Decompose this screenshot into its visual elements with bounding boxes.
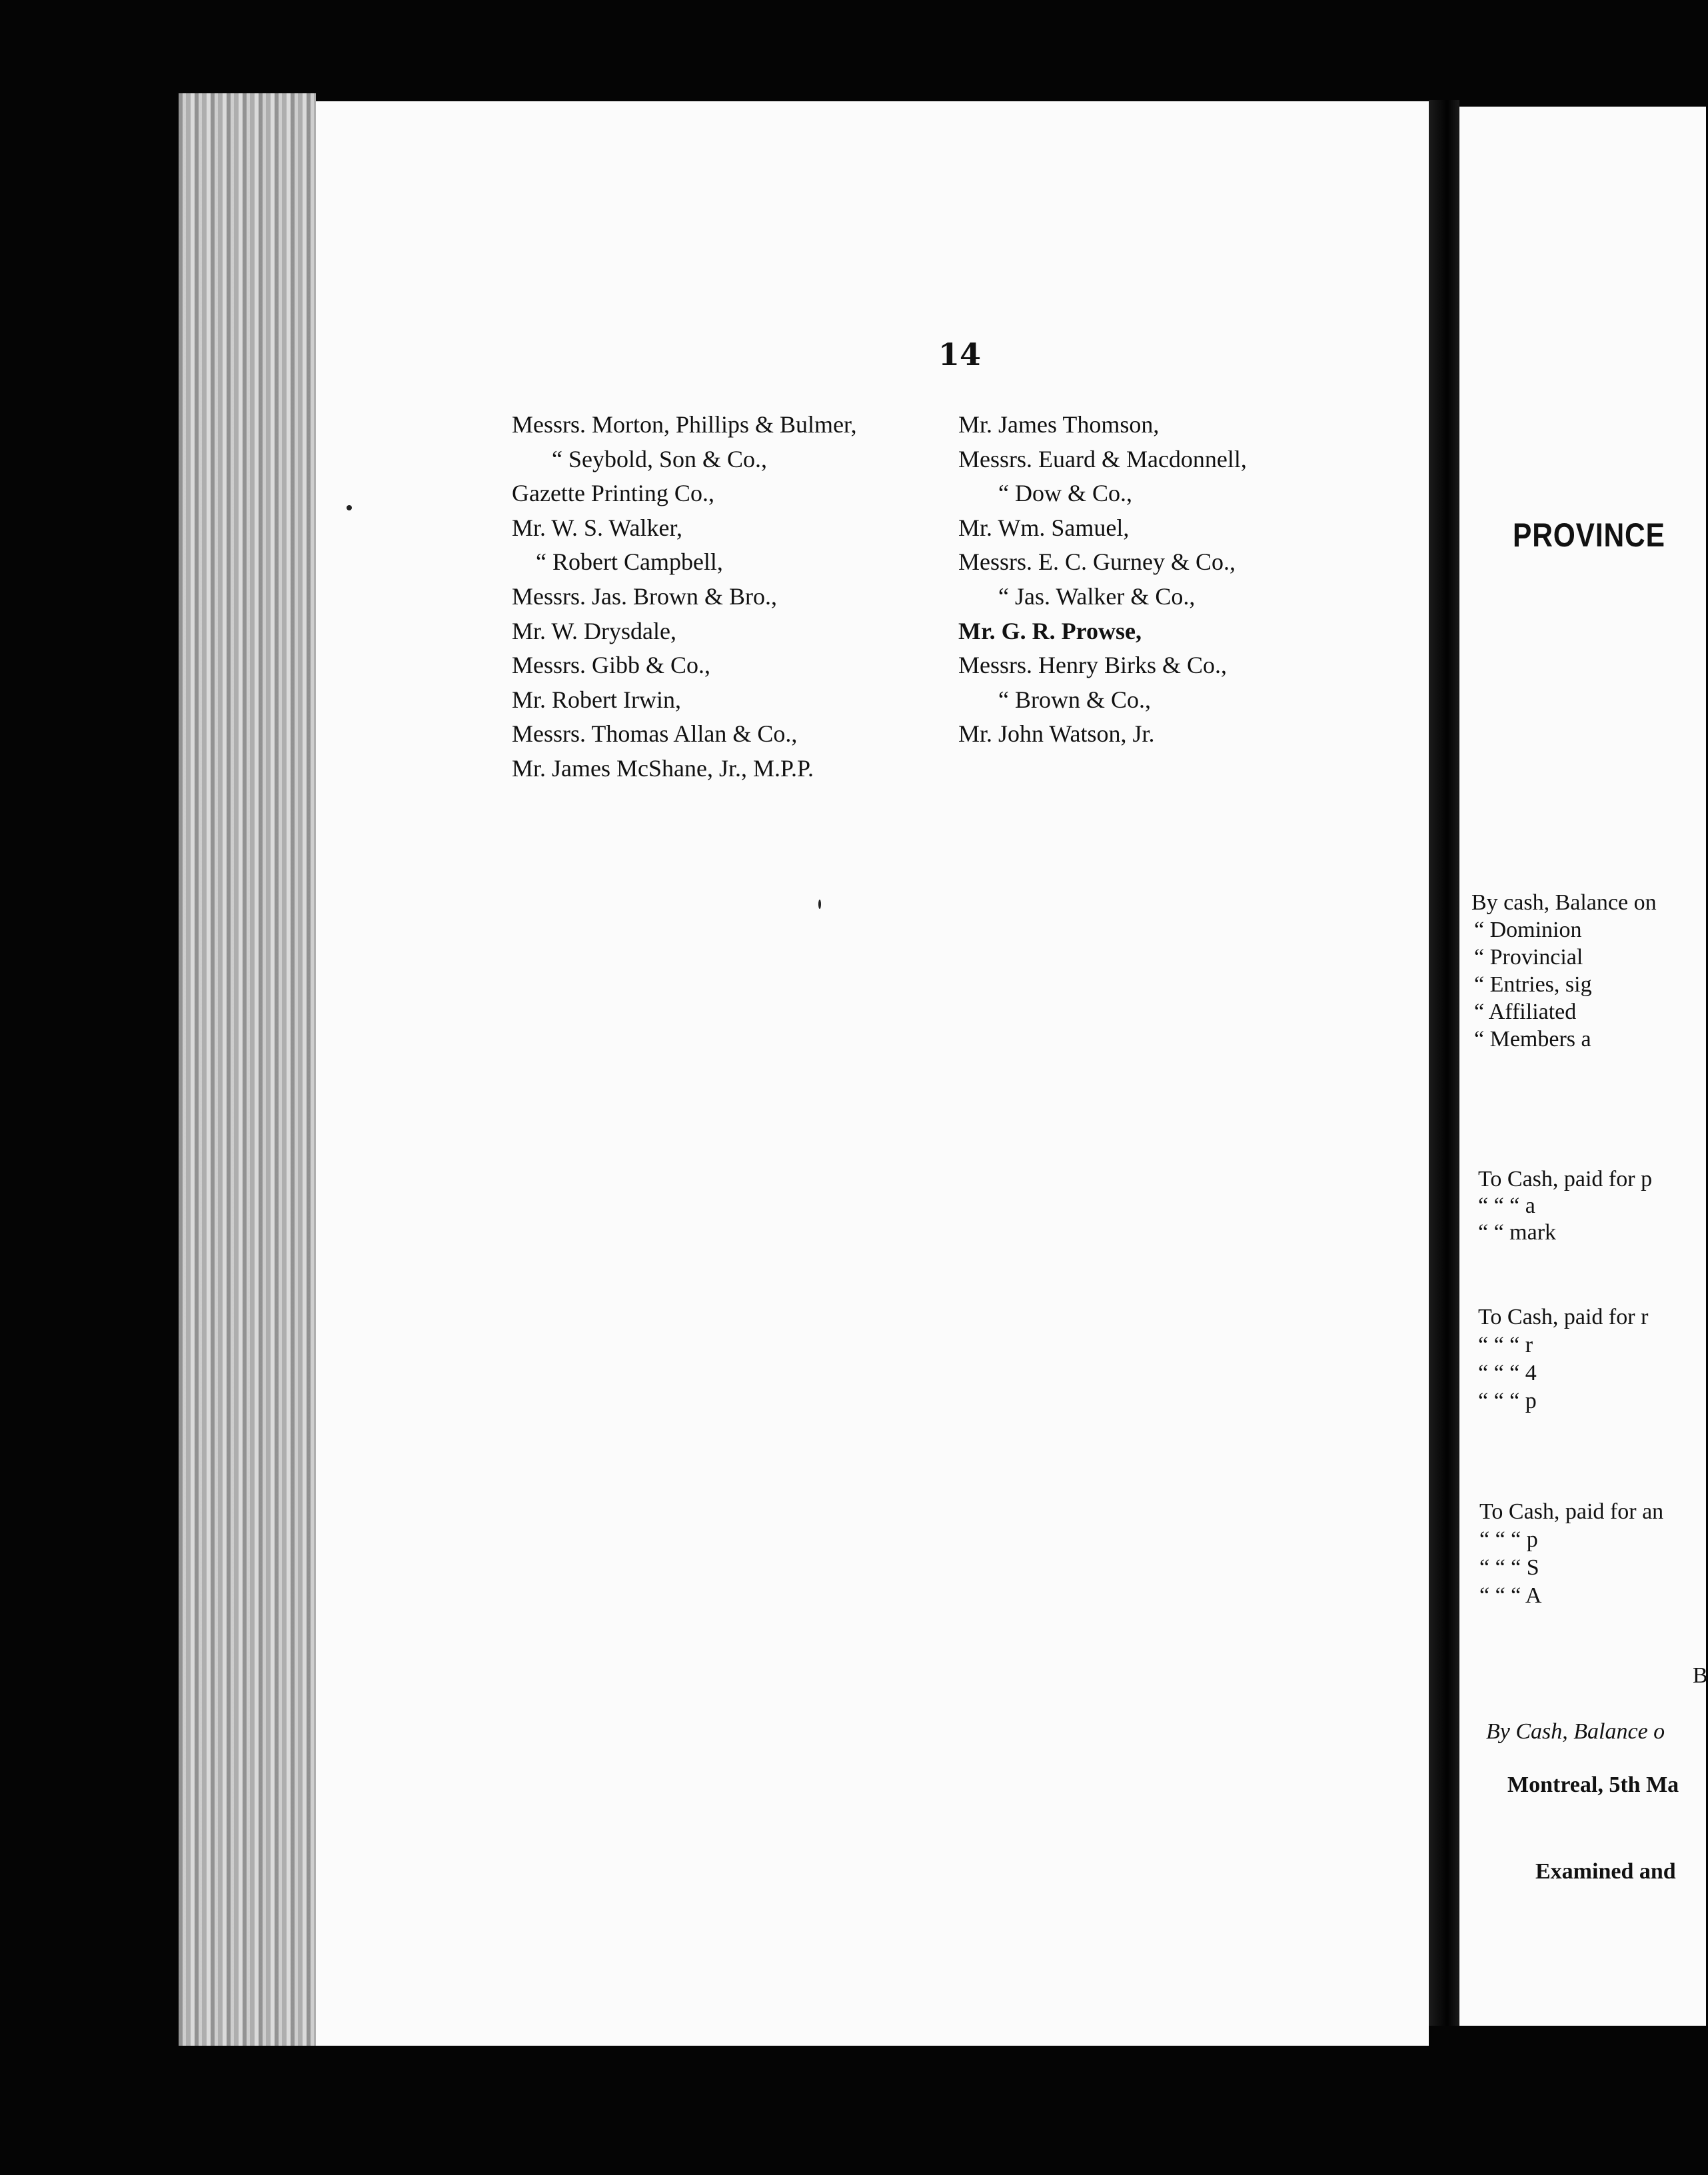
by-cash-block [1471,889,1657,1053]
text-line: “ Entries, sig [1474,972,1592,997]
text-line: “ “ “ A [1479,1583,1542,1608]
list-item: “ Robert Campbell, [536,548,723,576]
text-line: “ Affiliated [1474,1000,1577,1024]
list-item: Messrs. Morton, Phillips & Bulmer, [512,411,857,438]
text-line: “ “ “ 4 [1478,1361,1537,1385]
list-item: “ Brown & Co., [998,686,1151,713]
page-number: 14 [938,337,982,372]
text-line: To Cash, paid for p [1478,1167,1653,1191]
text-line: To Cash, paid for r [1478,1305,1649,1329]
text-line: “ “ “ S [1479,1555,1539,1580]
text-line: “ “ “ r [1478,1333,1533,1357]
list-item: “ Jas. Walker & Co., [998,582,1196,610]
by-cash-balance: By Cash, Balance o [1486,1719,1665,1744]
left-column-names [512,408,857,786]
scan-speck [347,505,352,510]
text-line: To Cash, paid for an [1479,1499,1664,1524]
list-item: Messrs. Thomas Allan & Co., [512,720,798,748]
list-item: Mr. G. R. Prowse, [958,617,1142,644]
list-item: Gazette Printing Co., [512,480,714,507]
book-gutter [1429,100,1459,2026]
right-page-heading: PROVINCE [1513,516,1665,554]
list-item: Mr. Robert Irwin, [512,686,681,713]
text-line: “ “ “ p [1478,1389,1537,1413]
list-item: Mr. John Watson, Jr. [958,720,1155,748]
scan-speck [818,900,821,909]
list-item: Mr. W. S. Walker, [512,514,683,541]
right-page [1459,107,1706,2026]
to-cash-group-1 [1478,1166,1652,1246]
montreal-date: Montreal, 5th Ma [1507,1773,1679,1797]
text-line: By cash, Balance on [1471,890,1657,915]
page-edge-stack [179,93,316,2046]
text-line: “ “ “ a [1478,1193,1535,1218]
list-item: Messrs. Henry Birks & Co., [958,652,1227,679]
left-page [316,101,1429,2046]
text-line: “ “ mark [1478,1220,1557,1245]
text-line: “ Members a [1474,1027,1591,1052]
to-cash-group-2 [1478,1303,1648,1415]
list-item: Mr. Wm. Samuel, [958,514,1130,541]
text-line: “ “ “ p [1479,1527,1538,1552]
list-item: “ Dow & Co., [998,480,1132,507]
list-item: Mr. W. Drysdale, [512,617,676,644]
list-item: Mr. James Thomson, [958,411,1160,438]
section-letter: B [1693,1663,1708,1688]
to-cash-group-3 [1479,1498,1663,1610]
text-line: “ Dominion [1474,918,1582,942]
text-line: “ Provincial [1474,945,1583,970]
list-item: Messrs. Jas. Brown & Bro., [512,582,778,610]
list-item: “ Seybold, Son & Co., [552,445,768,472]
list-item: Mr. James McShane, Jr., M.P.P. [512,754,814,782]
right-column-names [958,408,1247,752]
list-item: Messrs. Gibb & Co., [512,652,711,679]
list-item: Messrs. E. C. Gurney & Co., [958,548,1236,576]
list-item: Messrs. Euard & Macdonnell, [958,445,1247,472]
examined-line: Examined and [1535,1859,1676,1884]
